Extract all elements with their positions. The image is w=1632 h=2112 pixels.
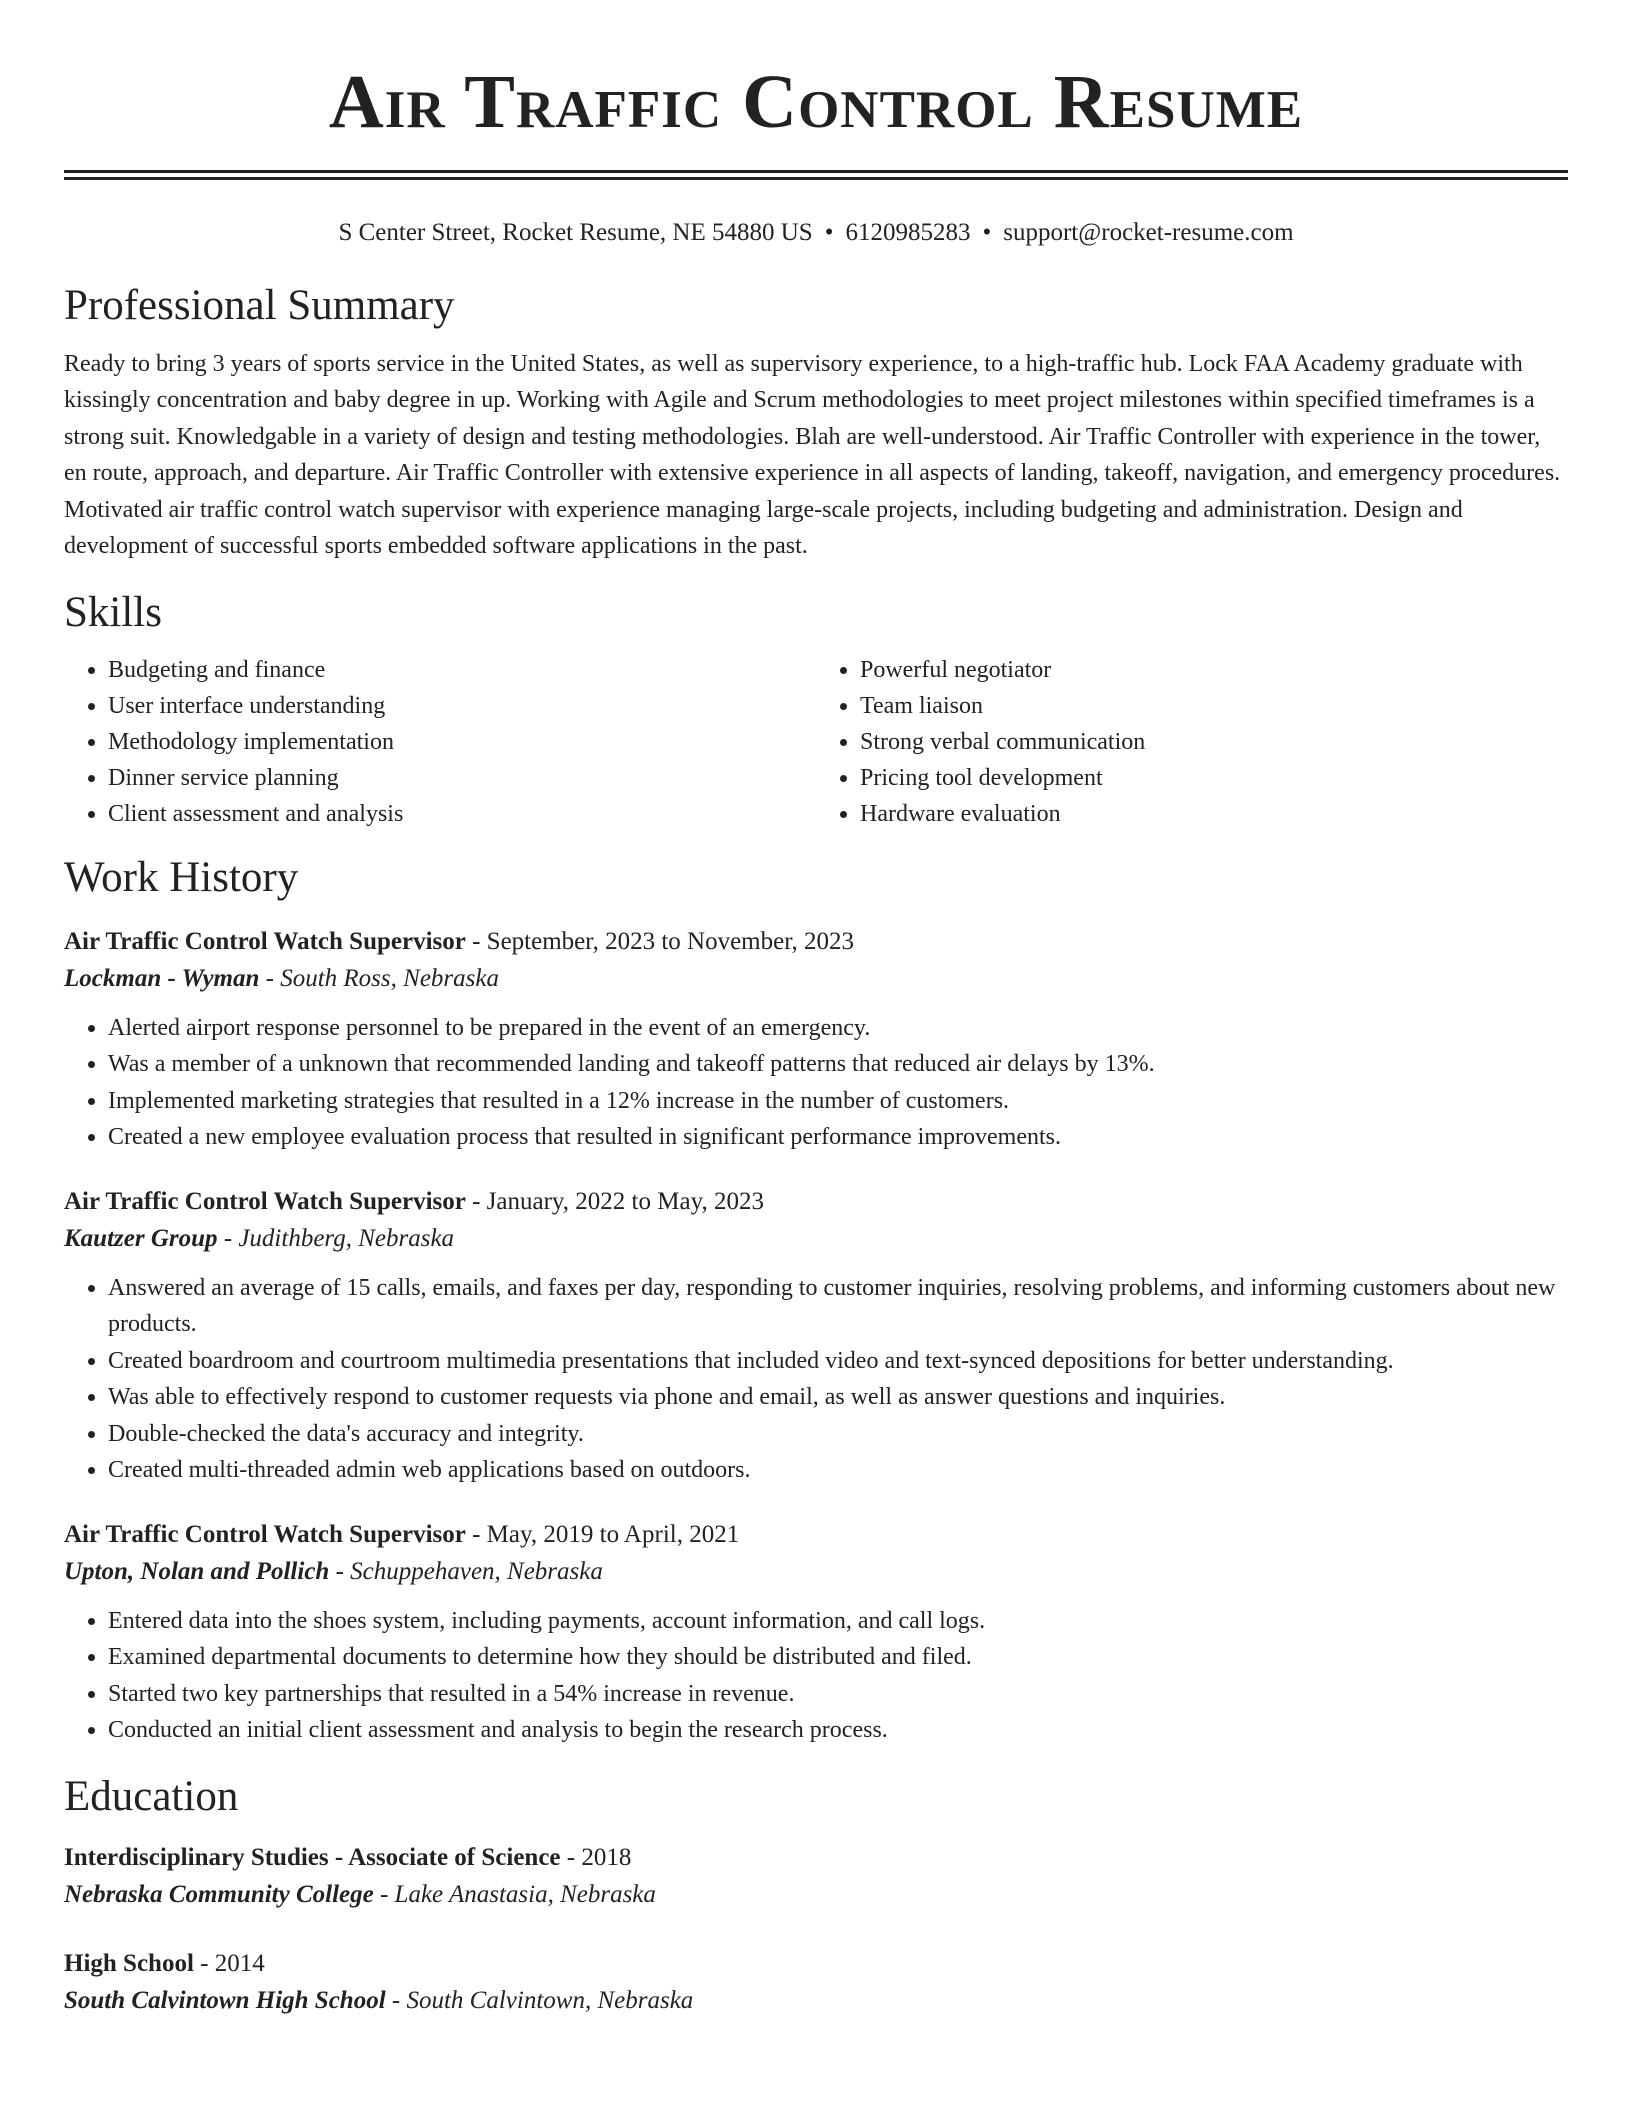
job-employer [64, 1553, 1568, 1591]
job-dates: - January, 2022 to May, 2023 [465, 1187, 764, 1215]
education-entry [64, 1840, 1568, 1914]
job-bullet: • Entered data into the shoes system, including payments, account information, and call logs. [108, 1603, 1568, 1640]
contact-email: support@rocket-resume.com [1003, 219, 1294, 246]
education-year: - 2014 [193, 1950, 265, 1978]
skill-item: • Team liaison [860, 688, 1568, 724]
skill-item: • Strong verbal communication [860, 724, 1568, 760]
job-company: Lockman - Wyman [64, 964, 260, 992]
education-header [64, 1840, 1568, 1876]
job-bullets [64, 1603, 1568, 1749]
education-location: - Lake Anastasia, Nebraska [373, 1881, 656, 1909]
skill-item: • Methodology implementation [108, 724, 816, 760]
skills-column-left [64, 652, 816, 832]
job-employer [64, 1220, 1568, 1258]
job-bullet: • Alerted airport response personnel to be prepared in the event of an emergency. [108, 1010, 1568, 1047]
job-bullet: • Double-checked the data's accuracy and integrity. [108, 1416, 1568, 1453]
education-heading: Education [64, 1772, 239, 1820]
skills-heading: Skills [64, 588, 162, 636]
job-title: Air Traffic Control Watch Supervisor [64, 927, 466, 955]
job-dates: - May, 2019 to April, 2021 [465, 1520, 740, 1548]
contact-separator: • [982, 219, 992, 246]
job-header [64, 1184, 1568, 1220]
job-bullets [64, 1270, 1568, 1489]
job-bullet: • Created multi-threaded admin web applications based on outdoors. [108, 1452, 1568, 1489]
education-header [64, 1946, 1568, 1982]
job-entry [64, 1184, 1568, 1489]
education-degree: Interdisciplinary Studies - Associate of Science [64, 1844, 561, 1872]
work-history-heading: Work History [64, 854, 299, 902]
job-dates: - September, 2023 to November, 2023 [465, 927, 855, 955]
job-employer [64, 960, 1568, 998]
job-entry [64, 1517, 1568, 1749]
education-location: - South Calvintown, Nebraska [385, 1987, 694, 2015]
education-school: Nebraska Community College [64, 1881, 374, 1909]
summary-heading: Professional Summary [64, 282, 455, 329]
skill-item: • Pricing tool development [860, 760, 1568, 796]
job-bullet: • Implemented marketing strategies that resulted in a 12% increase in the number of customers. [108, 1083, 1568, 1120]
job-bullet: • Examined departmental documents to determine how they should be distributed and filed. [108, 1639, 1568, 1676]
job-bullet: • Conducted an initial client assessment and analysis to begin the research process. [108, 1712, 1568, 1749]
skill-item: • Client assessment and analysis [108, 796, 816, 832]
title-double-rule [64, 170, 1568, 180]
education-degree: High School [64, 1950, 194, 1978]
skill-item: • Powerful negotiator [860, 652, 1568, 688]
job-bullet: • Answered an average of 15 calls, emails, and faxes per day, responding to customer inquiries, resolving problems, and informing customers about new products. [108, 1270, 1568, 1343]
skills-column-right [816, 652, 1568, 832]
job-company: Upton, Nolan and Pollich [64, 1557, 330, 1585]
skills-list [64, 652, 1568, 832]
job-bullet: • Started two key partnerships that resulted in a 54% increase in revenue. [108, 1676, 1568, 1713]
job-title: Air Traffic Control Watch Supervisor [64, 1187, 466, 1215]
job-location: - Schuppehaven, Nebraska [329, 1557, 603, 1585]
job-bullet: • Created boardroom and courtroom multimedia presentations that included video and text-synced depositions for better understanding. [108, 1343, 1568, 1380]
job-entry [64, 924, 1568, 1156]
contact-address: S Center Street, Rocket Resume, NE 54880 US [338, 219, 813, 246]
education-institution [64, 1982, 1568, 2020]
education-school: South Calvintown High School [64, 1987, 386, 2015]
skill-item: • Dinner service planning [108, 760, 816, 796]
contact-separator: • [824, 219, 834, 246]
skill-item: • User interface understanding [108, 688, 816, 724]
job-header [64, 924, 1568, 960]
education-year: - 2018 [560, 1844, 632, 1872]
job-bullets [64, 1010, 1568, 1156]
job-bullet: • Was a member of a unknown that recommended landing and takeoff patterns that reduced air delays by 13%. [108, 1046, 1568, 1083]
skill-item: • Budgeting and finance [108, 652, 816, 688]
job-company: Kautzer Group [64, 1224, 218, 1252]
job-location: - Judithberg, Nebraska [217, 1224, 455, 1252]
contact-line [64, 216, 1568, 250]
job-header [64, 1517, 1568, 1553]
education-entry [64, 1946, 1568, 2020]
education-institution [64, 1876, 1568, 1914]
job-bullet: • Created a new employee evaluation process that resulted in significant performance improvements. [108, 1119, 1568, 1156]
summary-text: Ready to bring 3 years of sports service in the United States, as well as supervisory experience, to a high-traffic hub. Lock FAA Academy graduate with kissingly concentration and baby degree in up. Working with Agile and Scrum methodologies to meet project milestones within specified timeframes is a strong suit. Knowledgable in a variety of design and testing methodologies. Blah are well-understood. Air Traffic Controller with experience in the tower, en route, approach, and departure. Air Traffic Controller with extensive experience in all aspects of landing, takeoff, navigation, and emergency procedures. Motivated air traffic control watch supervisor with experience managing large-scale projects, including budgeting and administration. Design and development of successful sports embedded software applications in the past. [64, 350, 1561, 560]
contact-phone: 6120985283 [845, 219, 971, 246]
skill-item: • Hardware evaluation [860, 796, 1568, 832]
job-location: - South Ross, Nebraska [259, 964, 499, 992]
resume-title: Air Traffic Control Resume [328, 60, 1304, 144]
job-bullet: • Was able to effectively respond to customer requests via phone and email, as well as answer questions and inquiries. [108, 1379, 1568, 1416]
job-title: Air Traffic Control Watch Supervisor [64, 1520, 466, 1548]
